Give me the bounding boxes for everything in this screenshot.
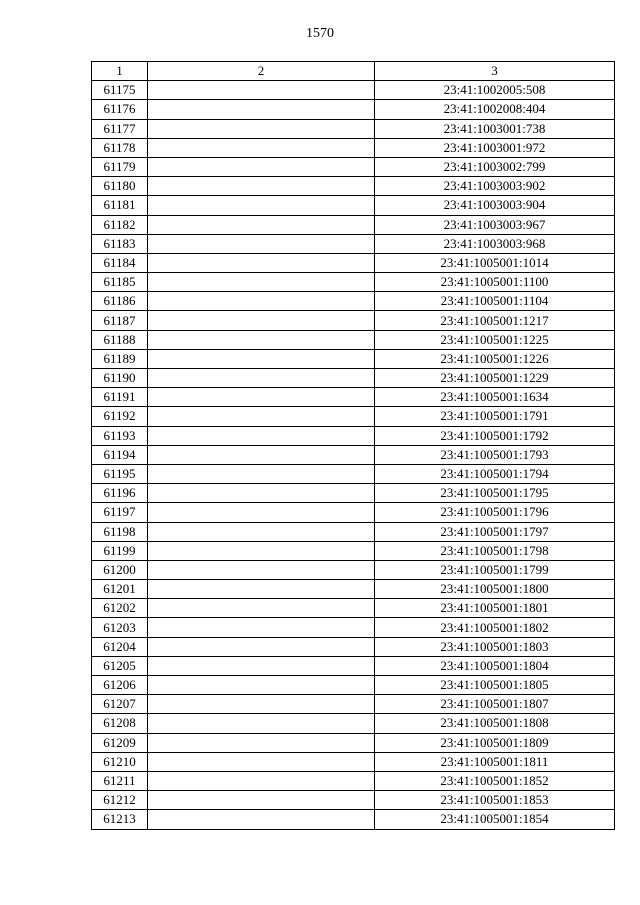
empty-cell [148,771,375,790]
table-row [92,81,615,100]
empty-cell [148,752,375,771]
empty-cell [148,695,375,714]
empty-cell [148,445,375,464]
table-row [92,771,615,790]
empty-cell [148,81,375,100]
row-number-cell: 61191 [92,388,148,407]
page-number: 1570 [306,26,334,41]
empty-cell [148,541,375,560]
empty-cell [148,253,375,272]
row-number-cell: 61199 [92,541,148,560]
cadastral-number-cell: 23:41:1005001:1803 [375,637,615,656]
empty-cell [148,733,375,752]
row-number-cell: 61207 [92,695,148,714]
table-row [92,752,615,771]
empty-cell [148,810,375,829]
empty-cell [148,426,375,445]
cadastral-number-cell: 23:41:1003001:738 [375,119,615,138]
table-row [92,177,615,196]
cadastral-number-cell: 23:41:1005001:1014 [375,253,615,272]
row-number-cell: 61206 [92,676,148,695]
cadastral-number-cell: 23:41:1003003:967 [375,215,615,234]
cadastral-number-cell: 23:41:1005001:1793 [375,445,615,464]
cadastral-number-cell: 23:41:1005001:1852 [375,771,615,790]
cadastral-number-cell: 23:41:1003002:799 [375,157,615,176]
cadastral-number-cell: 23:41:1005001:1791 [375,407,615,426]
empty-cell [148,522,375,541]
row-number-cell: 61204 [92,637,148,656]
empty-cell [148,618,375,637]
row-number-cell: 61179 [92,157,148,176]
cadastral-number-cell: 23:41:1002005:508 [375,81,615,100]
empty-cell [148,388,375,407]
empty-cell [148,234,375,253]
cadastral-number-cell: 23:41:1005001:1799 [375,560,615,579]
row-number-cell: 61210 [92,752,148,771]
row-number-cell: 61193 [92,426,148,445]
cadastral-number-cell: 23:41:1005001:1807 [375,695,615,714]
empty-cell [148,656,375,675]
table-row [92,733,615,752]
table-row [92,196,615,215]
table-row [92,464,615,483]
table-row [92,292,615,311]
empty-cell [148,464,375,483]
table-row [92,810,615,829]
cadastral-number-cell: 23:41:1005001:1808 [375,714,615,733]
empty-cell [148,349,375,368]
data-table [91,61,615,830]
row-number-cell: 61175 [92,81,148,100]
table-row [92,484,615,503]
table-row [92,330,615,349]
empty-cell [148,484,375,503]
table-row [92,656,615,675]
table-row [92,100,615,119]
table-row [92,695,615,714]
cadastral-number-cell: 23:41:1005001:1800 [375,580,615,599]
cadastral-number-cell: 23:41:1005001:1225 [375,330,615,349]
row-number-cell: 61188 [92,330,148,349]
row-number-cell: 61197 [92,503,148,522]
cadastral-number-cell: 23:41:1005001:1796 [375,503,615,522]
table-row [92,253,615,272]
empty-cell [148,407,375,426]
row-number-cell: 61178 [92,138,148,157]
cadastral-number-cell: 23:41:1003001:972 [375,138,615,157]
cadastral-number-cell: 23:41:1005001:1229 [375,369,615,388]
table-row [92,580,615,599]
table-row [92,119,615,138]
row-number-cell: 61180 [92,177,148,196]
row-number-cell: 61186 [92,292,148,311]
empty-cell [148,599,375,618]
row-number-cell: 61195 [92,464,148,483]
row-number-cell: 61177 [92,119,148,138]
table-header [92,62,615,81]
empty-cell [148,100,375,119]
table-row [92,445,615,464]
cadastral-number-cell: 23:41:1005001:1634 [375,388,615,407]
empty-cell [148,157,375,176]
cadastral-number-cell: 23:41:1005001:1795 [375,484,615,503]
row-number-cell: 61212 [92,791,148,810]
table-row [92,157,615,176]
empty-cell [148,714,375,733]
row-number-cell: 61183 [92,234,148,253]
row-number-cell: 61181 [92,196,148,215]
row-number-cell: 61185 [92,273,148,292]
table-row [92,618,615,637]
row-number-cell: 61208 [92,714,148,733]
empty-cell [148,676,375,695]
empty-cell [148,580,375,599]
cadastral-number-cell: 23:41:1003003:902 [375,177,615,196]
cadastral-number-cell: 23:41:1005001:1809 [375,733,615,752]
empty-cell [148,791,375,810]
empty-cell [148,292,375,311]
cadastral-number-cell: 23:41:1005001:1792 [375,426,615,445]
empty-cell [148,215,375,234]
row-number-cell: 61184 [92,253,148,272]
table-row [92,234,615,253]
row-number-cell: 61200 [92,560,148,579]
row-number-cell: 61196 [92,484,148,503]
empty-cell [148,311,375,330]
table-row [92,522,615,541]
cadastral-number-cell: 23:41:1005001:1811 [375,752,615,771]
row-number-cell: 61194 [92,445,148,464]
table-row [92,349,615,368]
cadastral-number-cell: 23:41:1005001:1802 [375,618,615,637]
table-row [92,676,615,695]
cadastral-number-cell: 23:41:1005001:1217 [375,311,615,330]
cadastral-number-cell: 23:41:1003003:904 [375,196,615,215]
table-row [92,215,615,234]
empty-cell [148,637,375,656]
table-row [92,714,615,733]
empty-cell [148,560,375,579]
row-number-cell: 61176 [92,100,148,119]
table-row [92,541,615,560]
row-number-cell: 61192 [92,407,148,426]
cadastral-number-cell: 23:41:1005001:1805 [375,676,615,695]
row-number-cell: 61201 [92,580,148,599]
column-header-1: 1 [92,62,148,81]
table-row [92,388,615,407]
table-row [92,560,615,579]
cadastral-number-cell: 23:41:1005001:1104 [375,292,615,311]
empty-cell [148,196,375,215]
empty-cell [148,119,375,138]
empty-cell [148,177,375,196]
cadastral-number-cell: 23:41:1005001:1801 [375,599,615,618]
table-body [92,81,615,829]
table-row [92,311,615,330]
column-header-2: 2 [148,62,375,81]
row-number-cell: 61203 [92,618,148,637]
row-number-cell: 61187 [92,311,148,330]
table-row [92,637,615,656]
row-number-cell: 61213 [92,810,148,829]
cadastral-number-cell: 23:41:1005001:1854 [375,810,615,829]
cadastral-number-cell: 23:41:1005001:1226 [375,349,615,368]
row-number-cell: 61211 [92,771,148,790]
table-row [92,503,615,522]
cadastral-number-cell: 23:41:1005001:1804 [375,656,615,675]
table-row [92,369,615,388]
empty-cell [148,503,375,522]
table-row [92,273,615,292]
table-row [92,407,615,426]
empty-cell [148,369,375,388]
cadastral-number-cell: 23:41:1005001:1797 [375,522,615,541]
row-number-cell: 61202 [92,599,148,618]
row-number-cell: 61182 [92,215,148,234]
header-row [92,62,615,81]
table-row [92,599,615,618]
cadastral-number-cell: 23:41:1002008:404 [375,100,615,119]
empty-cell [148,273,375,292]
table-row [92,426,615,445]
cadastral-number-cell: 23:41:1005001:1798 [375,541,615,560]
row-number-cell: 61198 [92,522,148,541]
empty-cell [148,330,375,349]
table-row [92,791,615,810]
empty-cell [148,138,375,157]
cadastral-number-cell: 23:41:1003003:968 [375,234,615,253]
row-number-cell: 61205 [92,656,148,675]
cadastral-number-cell: 23:41:1005001:1853 [375,791,615,810]
cadastral-number-cell: 23:41:1005001:1100 [375,273,615,292]
row-number-cell: 61209 [92,733,148,752]
row-number-cell: 61190 [92,369,148,388]
table-row [92,138,615,157]
row-number-cell: 61189 [92,349,148,368]
cadastral-number-cell: 23:41:1005001:1794 [375,464,615,483]
column-header-3: 3 [375,62,615,81]
